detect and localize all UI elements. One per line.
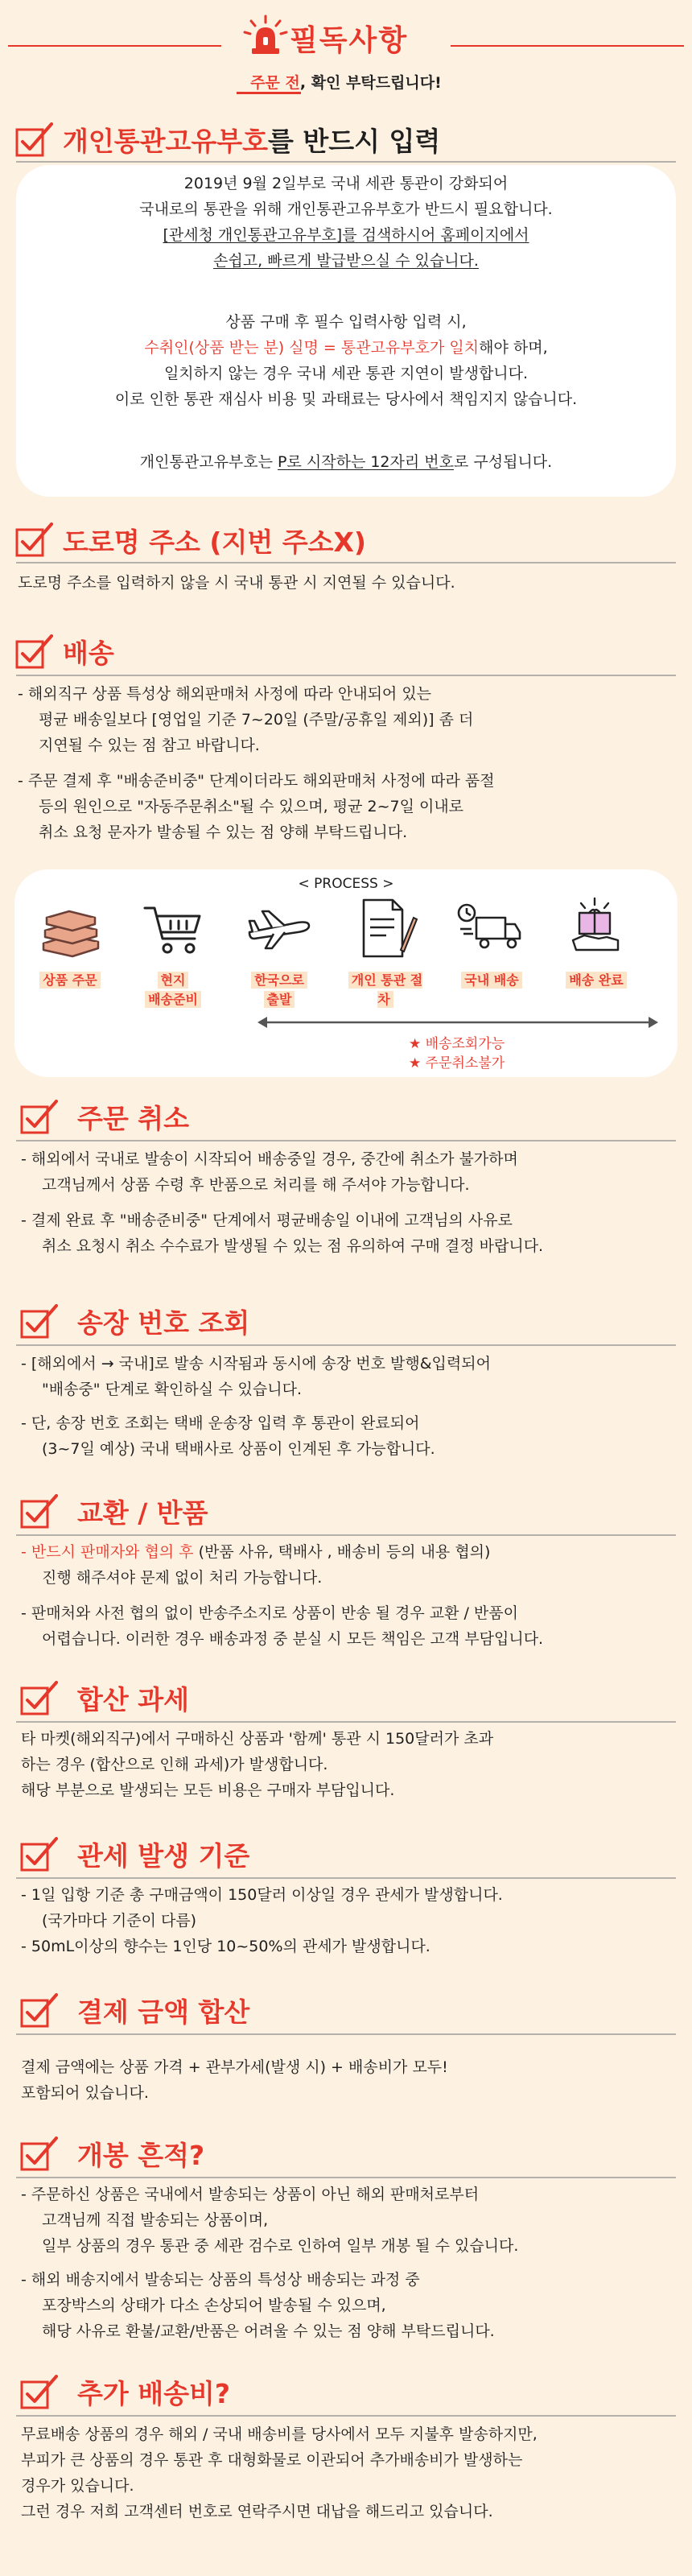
step-label-text	[251, 972, 307, 1008]
step-label-text	[145, 972, 201, 1008]
step-label-part: 출발	[264, 991, 295, 1008]
text-line	[16, 222, 676, 248]
section-title-customs	[63, 121, 440, 159]
section-divider	[16, 1721, 676, 1723]
opened-bullet-1	[21, 2182, 518, 2259]
text-line: - 1일 입항 기준 총 구매금액이 150달러 이상일 경우 관세가 발생합니다.	[21, 1886, 503, 1904]
section-divider	[16, 2177, 676, 2178]
airplane-icon	[245, 894, 314, 963]
page-subtitle	[0, 71, 692, 93]
truck-icon	[455, 894, 525, 963]
document-icon	[351, 894, 420, 963]
text-line: 타 마켓(해외직구)에서 구매하신 상품과 '함께' 통관 시 150달러가 초과	[21, 1730, 494, 1748]
process-heading: < PROCESS >	[298, 876, 394, 892]
cart-icon	[138, 894, 208, 963]
section-title-payment: 결제 금액 합산	[77, 1996, 250, 2028]
text-line: 결제 금액에는 상품 가격 + 관부가세(발생 시) + 배송비가 모두!	[21, 2058, 448, 2076]
page-title: 필독사항	[290, 24, 409, 57]
customs-paragraph-2	[16, 309, 676, 412]
text-line: 일부 상품의 경우 통관 중 세관 검수로 인하여 일부 개봉 될 수 있습니다.	[42, 2237, 519, 2255]
checkbox-icon	[19, 1678, 60, 1718]
underlined-text: 손쉽고, 빠르게 발급받으실 수 있습니다.	[213, 252, 479, 270]
shipping-bullet-2	[18, 768, 495, 845]
step-label-domestic	[447, 971, 536, 990]
checkbox-icon	[19, 1834, 60, 1874]
boxes-icon	[35, 894, 105, 963]
text-line: (국가마다 기준이 다름)	[42, 1912, 197, 1930]
checkbox-icon	[14, 119, 55, 159]
checkbox-icon	[14, 631, 55, 671]
step-label-part: 배송준비	[145, 991, 201, 1008]
section-title-cancel: 주문 취소	[77, 1103, 190, 1134]
text-fragment: (반품 사유, 택배사 , 배송비 등의 내용 협의)	[193, 1543, 491, 1561]
text-line: 일치하지 않는 경우 국내 세관 통관 지연이 발생합니다.	[163, 365, 529, 382]
header-line-right	[451, 45, 684, 47]
process-range-arrow	[256, 1014, 660, 1030]
text-line: - 주문 결제 후 "배송준비중" 단계이더라도 해외판매처 사정에 따라 품절	[18, 772, 495, 790]
text-line: 진행 해주셔야 문제 없이 처리 가능합니다.	[42, 1569, 323, 1587]
step-label-part: 현지	[158, 972, 189, 989]
text-line: 등의 원인으로 "자동주문취소"될 수 있으며, 평균 2~7일 이내로	[39, 798, 464, 815]
section-divider	[16, 675, 676, 676]
text-fragment: 해야 하며,	[479, 339, 548, 357]
cancel-bullet-2	[21, 1208, 543, 1259]
customs-title-black: 를 반드시 입력	[268, 126, 441, 157]
section-divider	[16, 161, 676, 163]
text-fragment: 개인통관고유부호는	[139, 453, 278, 471]
customs-paragraph-3	[16, 449, 676, 475]
text-line: 경우가 있습니다.	[21, 2477, 134, 2495]
text-line	[21, 1539, 490, 1565]
highlight-text: 수취인(상품 받는 분) 실명 = 통관고유부호가 일치	[144, 339, 480, 357]
text-line	[16, 248, 676, 274]
tracking-bullet-1	[21, 1351, 491, 1402]
text-line: - 50mL이상의 향수는 1인당 10~50%의 관세가 발생합니다.	[21, 1938, 430, 1955]
checkbox-icon	[19, 1990, 60, 2030]
section-title-exchange: 교환 / 반품	[77, 1497, 208, 1529]
combined-text	[21, 1726, 493, 1803]
checkbox-icon	[19, 1301, 60, 1341]
highlight-text: - 반드시 판매자와 협의 후	[21, 1543, 194, 1561]
text-line: 취소 요청시 취소 수수료가 발생될 수 있는 점 유의하여 구매 결정 바랍니다.	[42, 1237, 544, 1255]
section-title-duty: 관세 발생 기준	[77, 1840, 250, 1872]
text-line: 그런 경우 저희 고객센터 번호로 연락주시면 대납을 해드리고 있습니다.	[21, 2503, 493, 2520]
section-title-tracking: 송장 번호 조회	[77, 1307, 250, 1339]
checkbox-icon	[14, 519, 55, 559]
step-label-depart	[235, 971, 323, 1009]
text-line: - 단, 송장 번호 조회는 택배 운송장 입력 후 통관이 완료되어	[21, 1414, 420, 1432]
text-line: - 결제 완료 후 "배송준비중" 단계에서 평균배송일 이내에 고객님의 사유로	[21, 1212, 513, 1229]
text-line: - [해외에서 → 국내]로 발송 시작됨과 동시에 송장 번호 발행&입력되어	[21, 1355, 491, 1373]
siren-icon	[241, 14, 290, 56]
text-line: 2019년 9월 2일부로 국내 세관 통관이 강화되어	[183, 175, 509, 192]
step-label-order	[26, 971, 114, 990]
step-label-customs	[341, 971, 430, 1009]
underlined-text: [관세청 개인통관고유부호]를 검색하시어 홈페이지에서	[163, 226, 529, 244]
text-line: 고객님께 직접 발송되는 상품이며,	[42, 2211, 269, 2229]
section-divider	[16, 1140, 676, 1141]
text-line: 부피가 큰 상품의 경우 통관 후 대형화물로 이관되어 추가배송비가 발생하는	[21, 2451, 523, 2469]
checkbox-icon	[19, 2372, 60, 2412]
text-line: 해당 부분으로 발생되는 모든 비용은 구매자 부담입니다.	[21, 1781, 395, 1799]
step-label-text: 국내 배송	[461, 972, 521, 989]
road-text: 도로명 주소를 입력하지 않을 시 국내 통관 시 지연될 수 있습니다.	[18, 574, 455, 592]
section-title-shipping: 배송	[63, 638, 114, 669]
text-line: (3~7일 예상) 국내 택배사로 상품이 인계된 후 가능합니다.	[42, 1440, 435, 1458]
text-line: 이로 인한 통관 재심사 비용 및 과태료는 당사에서 책임지지 않습니다.	[114, 390, 578, 408]
step-label-text: 배송 완료	[566, 972, 626, 989]
text-line: 포장박스의 상태가 다소 손상되어 발송될 수 있으며,	[42, 2297, 386, 2314]
duty-text	[21, 1882, 503, 1959]
text-line: 하는 경우 (합산으로 인해 과세)가 발생합니다.	[21, 1756, 328, 1773]
payment-text	[21, 2054, 448, 2106]
step-label-prepare	[129, 971, 217, 1009]
text-line: 해당 사유로 환불/교환/반품은 어려울 수 있는 점 양해 부탁드립니다.	[42, 2322, 495, 2340]
section-title-extra: 추가 배송비?	[77, 2378, 231, 2409]
text-line: - 판매처와 사전 협의 없이 반송주소지로 상품이 반송 될 경우 교환 / 반품이	[21, 1604, 518, 1622]
section-divider	[16, 1877, 676, 1879]
extra-text	[21, 2421, 538, 2524]
section-divider	[16, 1344, 676, 1346]
section-divider	[16, 2415, 676, 2417]
underlined-text: P로 시작하는 12자리 번호	[278, 453, 454, 471]
text-fragment: 로 구성됩니다.	[453, 453, 553, 471]
step-label-text: 상품 주문	[39, 972, 100, 989]
text-line: 무료배송 상품의 경우 해외 / 국내 배송비를 당사에서 모두 지불후 발송하지만,	[21, 2425, 538, 2443]
checkbox-icon	[19, 1096, 60, 1137]
section-title-opened: 개봉 흔적?	[77, 2140, 205, 2171]
subtitle-highlight: 주문 전	[250, 74, 300, 92]
step-label-text: 개인 통관 절차	[348, 972, 422, 1008]
step-label-part: 한국으로	[251, 972, 307, 989]
text-line: 고객님께서 상품 수령 후 반품으로 처리를 해 주셔야 가능합니다.	[42, 1176, 470, 1194]
step-label-complete	[552, 971, 641, 990]
process-note-no-cancel: ★ 주문취소불가	[409, 1055, 505, 1071]
customs-title-red: 개인통관고유부호	[63, 126, 269, 157]
text-line: "배송중" 단계로 확인하실 수 있습니다.	[42, 1381, 302, 1398]
text-line: 지연될 수 있는 점 참고 바랍니다.	[39, 737, 260, 754]
process-note-tracking: ★ 배송조회가능	[409, 1036, 505, 1052]
shipping-bullet-1	[18, 681, 473, 758]
text-line: 포함되어 있습니다.	[21, 2084, 149, 2102]
cancel-bullet-1	[21, 1146, 518, 1198]
section-title-road: 도로명 주소 (지번 주소X)	[63, 526, 366, 558]
text-line: - 해외 배송지에서 발송되는 상품의 특성상 배송되는 과정 중	[21, 2271, 420, 2289]
exchange-bullet-1	[21, 1539, 490, 1591]
section-divider	[16, 2033, 676, 2035]
text-line	[16, 335, 676, 361]
text-line: 취소 요청 문자가 발송될 수 있는 점 양해 부탁드립니다.	[39, 824, 408, 841]
checkbox-icon	[19, 2133, 60, 2174]
text-line: - 해외직구 상품 특성상 해외판매처 사정에 따라 안내되어 있는	[18, 685, 432, 703]
text-line: 상품 구매 후 필수 입력사항 입력 시,	[225, 313, 467, 331]
customs-paragraph-1	[16, 171, 676, 274]
header-line-left	[8, 45, 221, 47]
text-line: 어렵습니다. 이러한 경우 배송과정 중 분실 시 모든 책임은 고객 부담입니다.	[42, 1630, 544, 1648]
exchange-bullet-2	[21, 1600, 543, 1652]
text-line: 평균 배송일보다 [영업일 기준 7~20일 (주말/공휴일 제외)] 좀 더	[39, 711, 474, 729]
checkbox-icon	[19, 1491, 60, 1531]
section-title-combined: 합산 과세	[77, 1684, 190, 1715]
subtitle-underline	[237, 92, 301, 94]
subtitle-rest: , 확인 부탁드립니다!	[299, 74, 442, 92]
opened-bullet-2	[21, 2267, 495, 2344]
text-line: 국내로의 통관을 위해 개인통관고유부호가 반드시 필요합니다.	[139, 200, 553, 218]
tracking-bullet-2	[21, 1410, 435, 1462]
section-divider	[16, 562, 676, 564]
text-line: - 주문하신 상품은 국내에서 발송되는 상품이 아닌 해외 판매처로부터	[21, 2186, 480, 2203]
text-line: - 해외에서 국내로 발송이 시작되어 배송중일 경우, 중간에 취소가 불가하며	[21, 1150, 518, 1168]
gift-icon	[560, 894, 629, 963]
section-divider	[16, 1534, 676, 1536]
